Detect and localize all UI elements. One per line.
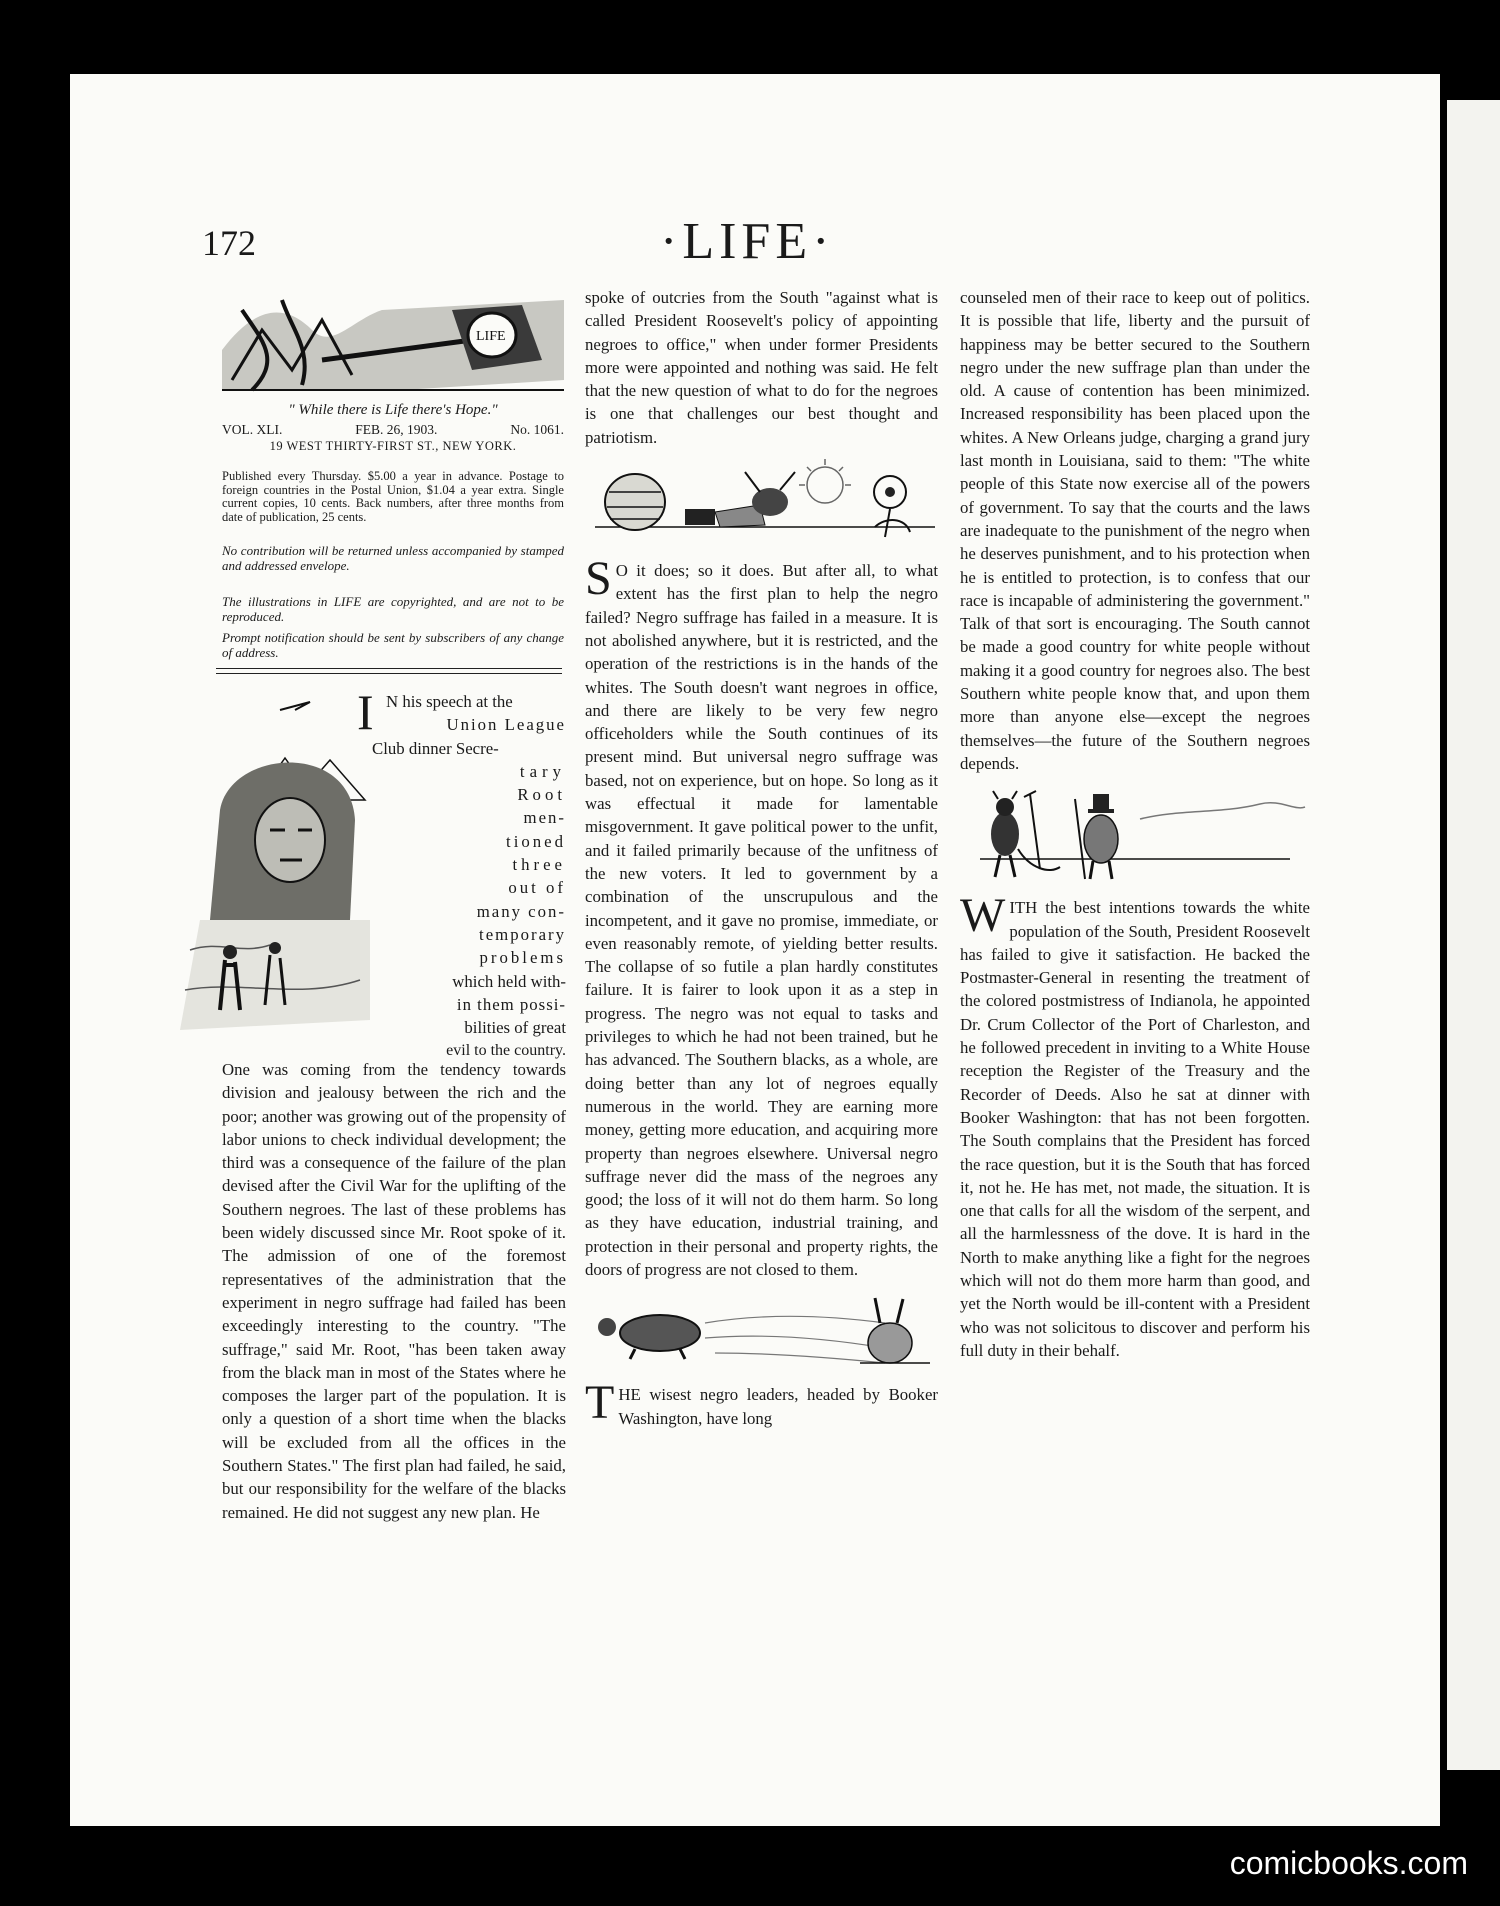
- masthead-divider: [216, 668, 562, 669]
- column-three: [960, 286, 1310, 1362]
- intro-line: Union League: [446, 715, 566, 735]
- intro-dropcap: I: [357, 684, 374, 740]
- issue-line: [222, 422, 564, 438]
- column-two: [585, 286, 938, 1430]
- intro-line: three: [512, 855, 566, 875]
- paragraph-text: HE wisest negro leaders, headed by Booker Washington, have long: [618, 1385, 938, 1428]
- intro-text: [372, 690, 566, 1063]
- intro-line: men-: [523, 808, 566, 828]
- sphinx-illustration: [180, 690, 370, 1050]
- tortoise-hare-illustration: [585, 1293, 938, 1373]
- issue-date: FEB. 26, 1903.: [355, 422, 438, 437]
- article-paragraph: One was coming from the tendency towards division and jealousy between the rich and the poor; another was growing out of the propensity of labor unions to check individual development; the third was a consequence of the failure of the plan devised after the Civil War for the uplifting of the Southern negroes. The last of these problems has been widely discussed since Mr. Root spoke of it. The admission of one of the foremost representatives of the administration that the experiment in negro suffrage had failed has been exceedingly interesting to the country. "The suffrage," said Mr. Root, "has been taken away from the black man in most of the States where he composes the larger part of the population. It is only a question of a short time when the blacks will be excluded from all the offices in the Southern States." The first plan had failed, he said, but our responsibility for the welfare of the blacks remained. He did not suggest any new plan. He: [222, 1060, 566, 1522]
- beehive-illustration: [585, 457, 938, 545]
- masthead-divider-2: [216, 673, 562, 674]
- publication-info: Published every Thursday. $5.00 a year in advance. Postage to foreign countries in the Postal Union, $1.04 a year extra. Single current copies, 10 cents. Back numbers, after three months from date of publication, 25 cents.: [222, 469, 564, 524]
- article-paragraph: counseled men of their race to keep out of politics. It is possible that life, liberty and the pursuit of happiness may be better secured to the Southern negro under the new suffrage plan than under the old. A cause of contention has been minimized. Increased responsibility has been placed upon the whites. A New Orleans judge, charging a grand jury last month in Louisiana, said to them: "The white people of this State now exercise all of the powers of government. To say that the courts and the laws are inadequate to the punishment of the negro when he deserves punishment, and to his protection when he is entitled to protection, is to confess that our race is incapable of administering the government." Talk of that sort is encouraging. The South cannot be made a good country for white people without making it a good country for negroes also. The best Southern white people know that, and upon them more than anyone else—except the negroes themselves—the future of the Southern negroes depends.: [960, 288, 1310, 773]
- adjacent-page-edge: [1447, 100, 1500, 1770]
- intro-line: bilities of great: [464, 1018, 566, 1038]
- dropcap: T: [585, 1376, 615, 1430]
- intro-line: in them possi-: [456, 994, 566, 1014]
- article-paragraph: [585, 1376, 938, 1430]
- article-paragraph: [585, 552, 938, 1281]
- address-change-notice: Prompt notification should be sent by subscribers of any change of address.: [222, 630, 564, 660]
- intro-line: N his speech at the: [386, 692, 513, 711]
- intro-line: Club dinner Secre-: [372, 738, 499, 758]
- dropcap: W: [960, 889, 1006, 943]
- intro-line: out of: [508, 878, 566, 898]
- watermark: comicbooks.com: [1229, 1845, 1468, 1881]
- article-paragraph: [960, 889, 1310, 1362]
- intro-line: many con-: [476, 901, 566, 921]
- intro-line: evil to the country.: [446, 1042, 566, 1060]
- intro-line: Root: [517, 785, 566, 805]
- copyright-notice: The illustrations in LIFE are copyrighted, and are not to be reproduced.: [222, 594, 564, 624]
- logo-shield-text: LIFE: [476, 329, 506, 344]
- column-one: [222, 1058, 566, 1524]
- volume-number: VOL. XLI.: [222, 422, 283, 437]
- contribution-notice: No contribution will be returned unless accompanied by stamped and addressed envelope.: [222, 543, 564, 573]
- intro-line: tary: [519, 761, 566, 781]
- page-number: 172: [202, 223, 256, 263]
- masthead-illustration: [222, 290, 564, 398]
- intro-line: temporary: [479, 924, 566, 944]
- paragraph-text: O it does; so it does. But after all, to what extent has the first plan to help the negro failed? Negro suffrage has failed in a measure. It is not abolished anywhere, but it is restricted, and the operation of the restrictions is in the hands of the whites. The South doesn't want negroes in office, and there are likely to be very few negro officeholders while the South continues of its present mind. But universal negro suffrage was based, not on experience, but on hope. So long as it was effectual it made for lamentable misgovernment. It gave political power to the unfit, and it failed primarily because of the unfitness of the new voters. It led to government by a combination of the unscrupulous and the incompetent, and it gave no promise, immediate, or even reasonably remote, of yielding better results. The collapse of so futile a plan hardly constitutes failure. It is fairer to look upon it as a step in progress. The negro was not equal to tasks and privileges to which he had not been trained, but he has advanced. The Southern blacks, as a whole, are doing better than any lot of negroes equally numerous in the world. They are earning more money, getting more education, and acquiring more property than negroes elsewhere. Universal negro suffrage never did the mass of the negroes any good; the loss of it will not do them harm. So long as they have education, industrial training, and protection in their personal and property rights, the doors of progress are not closed to them.: [585, 561, 938, 1279]
- article-paragraph: spoke of outcries from the South "against what is called President Roosevelt's policy of appointing negroes to office," when under former Presidents more were appointed and nothing was said. He felt that the new question of what to do for the negroes is one that challenges our best thought and patriotism.: [585, 288, 938, 447]
- dropcap: S: [585, 552, 612, 606]
- issue-number: No. 1061.: [510, 422, 564, 437]
- intro-line: tioned: [506, 831, 566, 851]
- devil-and-figure-illustration: [960, 789, 1310, 884]
- office-address: 19 WEST THIRTY-FIRST ST., NEW YORK.: [269, 439, 517, 453]
- intro-line: problems: [479, 948, 566, 968]
- magazine-title: ·LIFE·: [660, 213, 835, 270]
- intro-line: which held with-: [452, 971, 566, 991]
- masthead-motto: " While there is Life there's Hope.": [288, 402, 498, 418]
- paragraph-text: ITH the best intentions towards the white population of the South, President Roosevelt has failed to give it satisfaction. He backed the Postmaster-General in resenting the treatment of the colored postmistress of Indianola, he appointed Dr. Crum Collector of the Port of Charleston, and he followed precedent in inviting to a White House reception the Register of the Treasury and the Recorder of Deeds. Also he sat at dinner with Booker Washington: that has not been forgotten. The South complains that the President has forced the race question, but it is the South that has forced it, not he. He has met, not made, the situation. It is one that calls for all the wisdom of the serpent, and all the harmlessness of the dove. It is hard in the North to make anything like a fight for the negroes which will not do them more harm than good, and yet the North would be ill-content with a President who was not solicitous to discover and perform his full duty in their behalf.: [960, 898, 1310, 1360]
